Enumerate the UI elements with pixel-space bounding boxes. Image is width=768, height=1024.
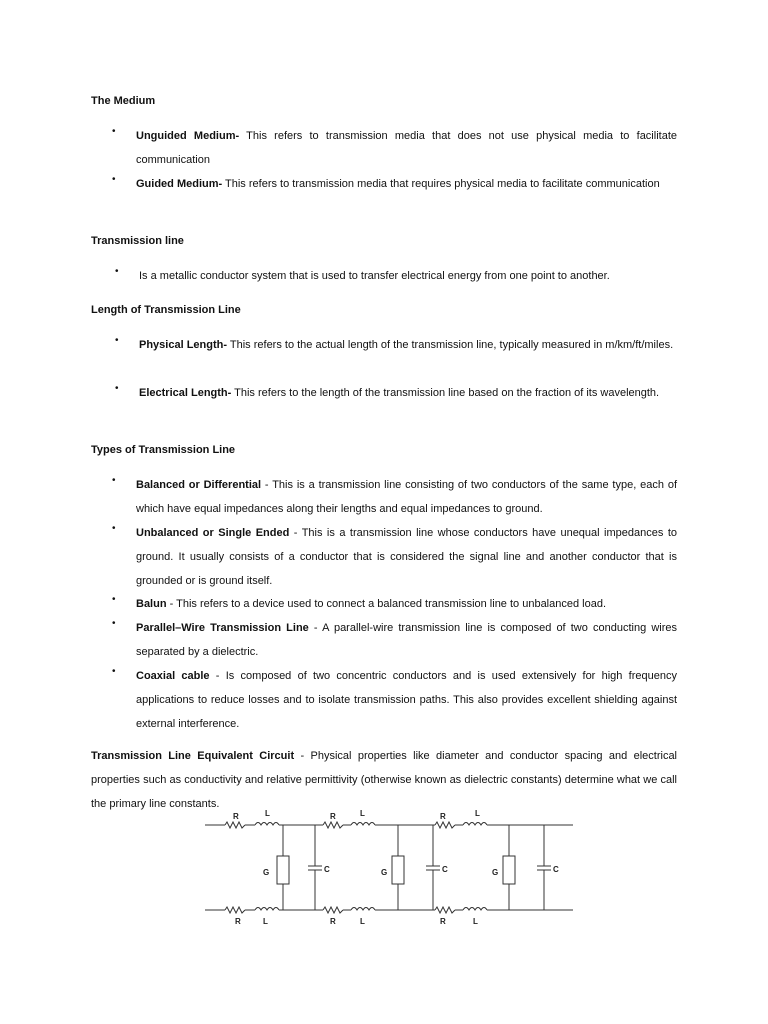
list-item-text <box>139 333 677 357</box>
label-r: R <box>235 917 241 926</box>
list-item-desc: - This refers to a device used to connect a balanced transmission line to unbalanced load. <box>166 598 607 610</box>
list-item-text <box>139 381 677 405</box>
label-l: L <box>360 809 365 818</box>
list-item-desc: This refers to the length of the transmission line based on the fraction of its wavelength. <box>231 387 660 399</box>
label-r: R <box>440 812 446 821</box>
equivalent-circuit-diagram <box>195 800 580 930</box>
list-item-text <box>136 473 677 521</box>
label-l: L <box>473 917 478 926</box>
label-r: R <box>330 812 336 821</box>
list-item-desc: This refers to transmission media that does not use physical media to facilitate communication <box>136 130 677 166</box>
list-item-term: Coaxial cable <box>136 670 210 682</box>
label-c: C <box>442 865 448 874</box>
list-item-desc: - This is a transmission line whose conductors have unequal impedances to ground. It usually consists of a conductor that is considered the signal line and another conductor that is grounded or is ground itself. <box>136 527 677 587</box>
list-item-term: Electrical Length- <box>139 387 232 399</box>
list-item-desc: Is a metallic conductor system that is used to transfer electrical energy from one point to another. <box>139 270 610 282</box>
list-item-text <box>136 592 677 616</box>
label-r: R <box>440 917 446 926</box>
list-item-text <box>139 264 679 288</box>
list-item-term: Guided Medium- <box>136 178 223 190</box>
heading-types: Types of Transmission Line <box>91 444 236 456</box>
label-r: R <box>233 812 239 821</box>
list-item-text <box>136 616 677 664</box>
bullet-icon: • <box>112 174 116 185</box>
list-item-text <box>136 172 677 196</box>
list-item-desc: - A parallel-wire transmission line is composed of two conducting wires separated by a dielectric. <box>136 622 677 658</box>
list-item-term: Parallel–Wire Transmission Line <box>136 622 309 634</box>
bullet-icon: • <box>112 666 116 677</box>
list-item-text <box>136 664 677 736</box>
paragraph-text: - Physical properties like diameter and conductor spacing and electrical properties such as conductivity and relative permittivity (otherwise known as dielectric constants) determine what we call the primary line constants. <box>91 750 678 810</box>
label-l: L <box>263 917 268 926</box>
list-item-term: Physical Length- <box>139 339 228 351</box>
bullet-icon: • <box>112 523 116 534</box>
bullet-icon: • <box>115 383 119 394</box>
list-item-term: Balun <box>136 598 167 610</box>
heading-transmission-line: Transmission line <box>91 235 184 247</box>
label-l: L <box>360 917 365 926</box>
bullet-icon: • <box>115 335 119 346</box>
list-item-text <box>136 124 677 172</box>
heading-length: Length of Transmission Line <box>91 304 241 316</box>
label-l: L <box>265 809 270 818</box>
label-g: G <box>492 868 499 877</box>
bullet-icon: • <box>115 266 119 277</box>
bullet-icon: • <box>112 475 116 486</box>
heading-the-medium: The Medium <box>91 95 156 107</box>
label-g: G <box>381 868 388 877</box>
list-item-desc: This refers to the actual length of the transmission line, typically measured in m/km/ft/miles. <box>227 339 674 351</box>
label-r: R <box>330 917 336 926</box>
label-g: G <box>263 868 270 877</box>
list-item-desc: - Is composed of two concentric conductors and is used extensively for high frequency applications to reduce losses and to isolate transmission paths. This also provides excellent shielding against external interference. <box>136 670 677 730</box>
list-item-term: Balanced or Differential <box>136 479 262 491</box>
label-c: C <box>553 865 559 874</box>
bullet-icon: • <box>112 126 116 137</box>
label-c: C <box>324 865 330 874</box>
list-item-term: Unguided Medium- <box>136 130 240 142</box>
list-item-term: Unbalanced or Single Ended <box>136 527 290 539</box>
list-item-desc: - This is a transmission line consisting of two conductors of the same type, each of which have equal impedances along their lengths and equal impedances to ground. <box>136 479 677 515</box>
bullet-icon: • <box>112 618 116 629</box>
list-item-desc: This refers to transmission media that requires physical media to facilitate communication <box>222 178 660 190</box>
bullet-icon: • <box>112 594 116 605</box>
paragraph-term: Transmission Line Equivalent Circuit <box>91 750 295 762</box>
list-item-text <box>136 521 677 593</box>
label-l: L <box>475 809 480 818</box>
